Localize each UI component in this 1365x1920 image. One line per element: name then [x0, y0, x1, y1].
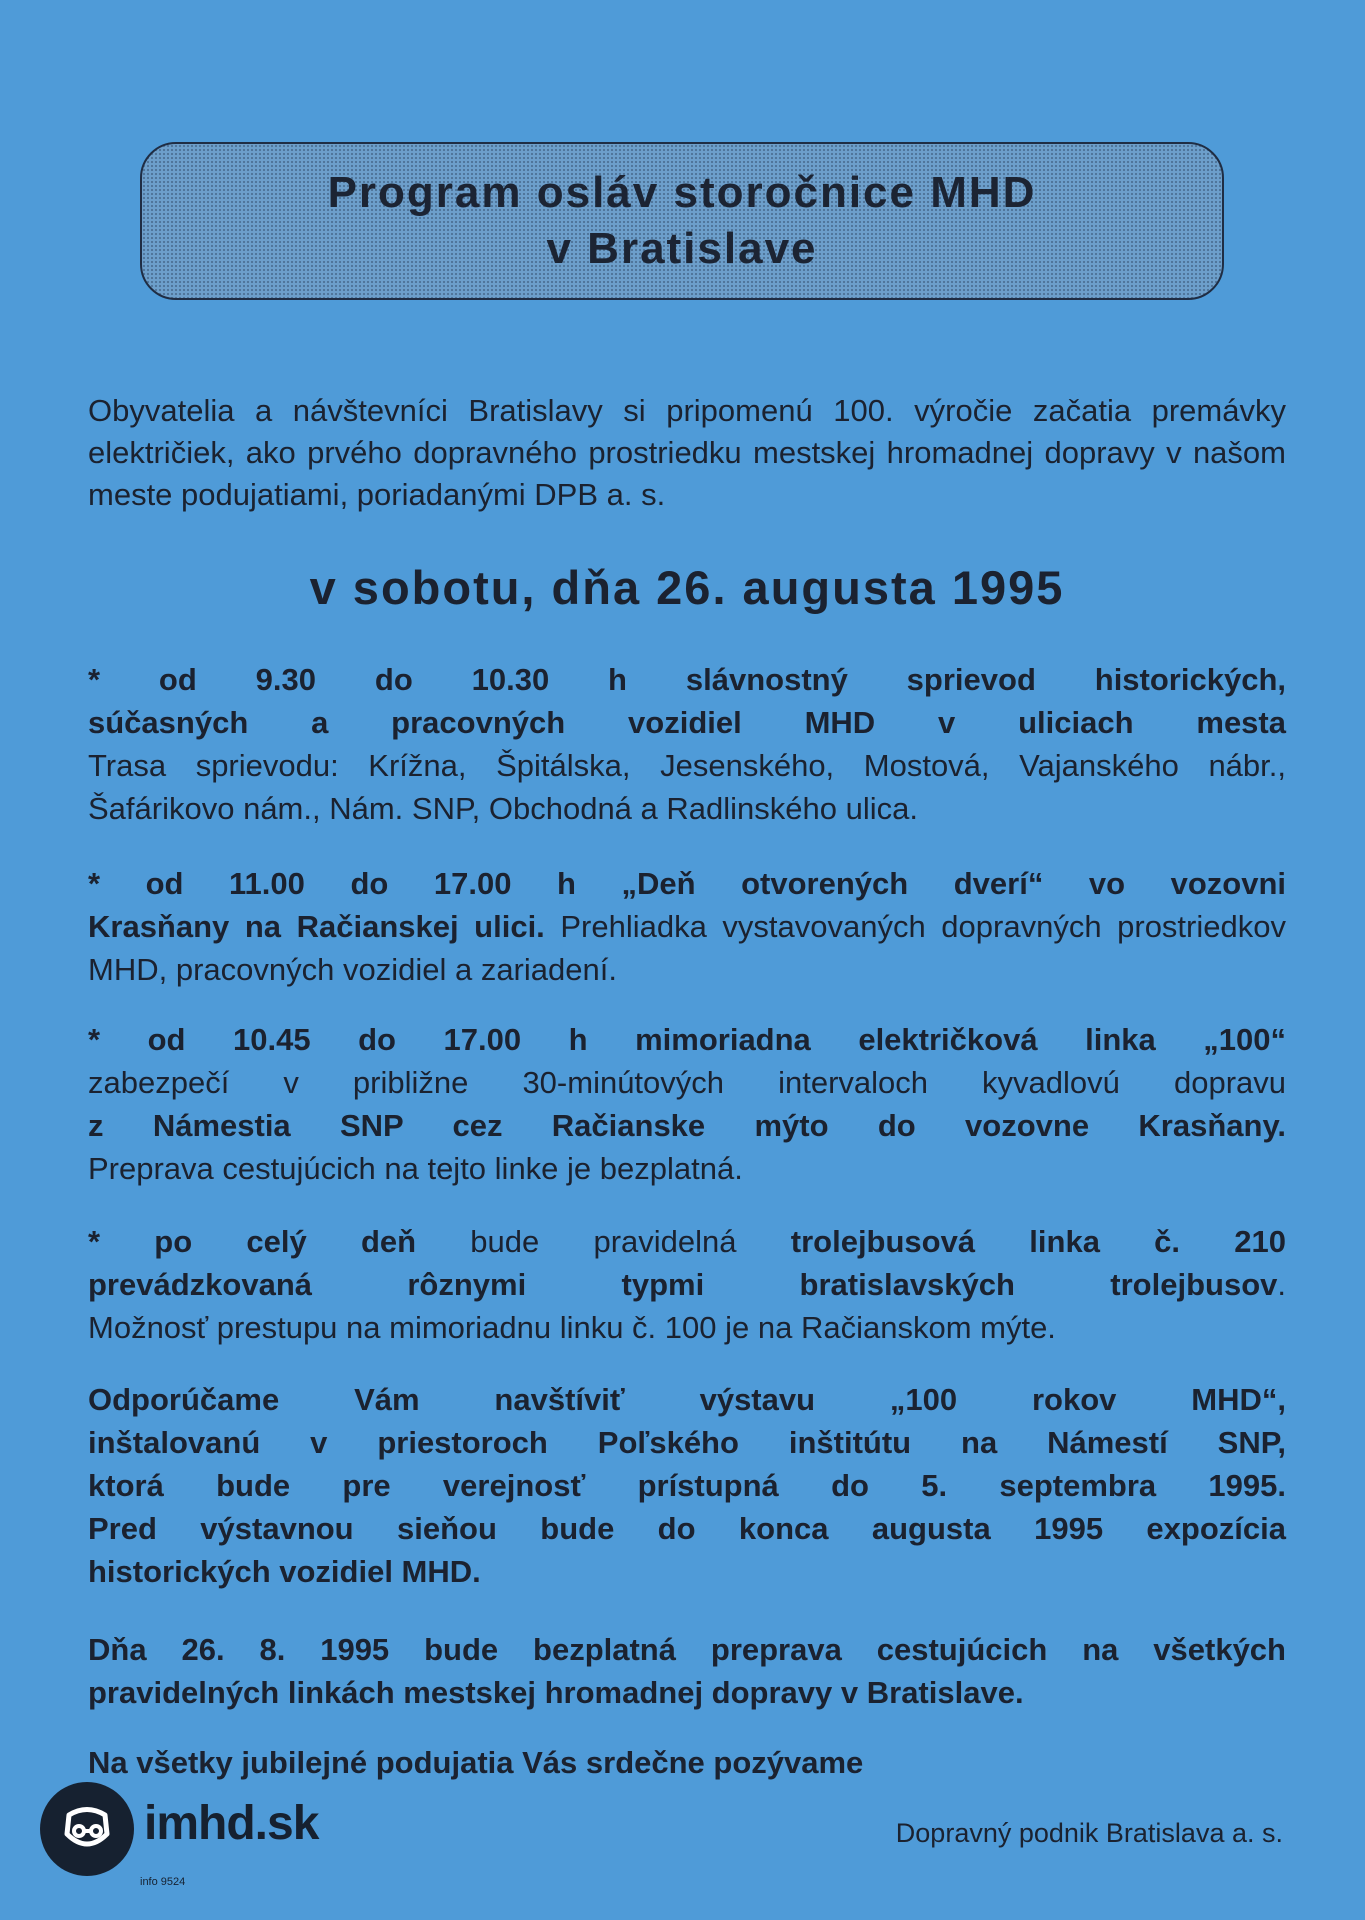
- item-1-line-1: * od 9.30 do 10.30 h slávnostný sprievod historických,: [88, 662, 1286, 697]
- item-3-line-4: Preprava cestujúcich na tejto linke je bezplatná.: [88, 1151, 743, 1186]
- program-item-4: [88, 1220, 1286, 1349]
- item-1-route: Trasa sprievodu: Krížna, Špitálska, Jesenského, Mostová, Vajanského nábr., Šafárikovo nám., Nám. SNP, Obchodná a Radlinského ulica.: [88, 748, 1286, 826]
- intro-paragraph: Obyvatelia a návštevníci Bratislavy si pripomenú 100. výročie začatia premávky električiek, ako prvého dopravného prostriedku mestskej hromadnej dopravy v našom meste podujatiami, poriadanými DPB a. s.: [88, 393, 1286, 512]
- rec-line-2: inštalovanú v priestoroch Poľského inštitútu na Námestí SNP,: [88, 1425, 1286, 1460]
- logo-wordmark: imhd.sk: [144, 1797, 319, 1850]
- item-2-bold-lead: Krasňany na Račianskej ulici.: [88, 909, 545, 944]
- logo-subtext: info 9524: [140, 1876, 186, 1888]
- title-line-1: Program osláv storočnice MHD: [327, 168, 1037, 217]
- free-transport-notice: [88, 1628, 1286, 1714]
- rec-line-3: ktorá bude pre verejnosť prístupná do 5. septembra 1995.: [88, 1468, 1286, 1503]
- title-line-2: v Bratislave: [546, 224, 818, 273]
- bus-face-icon: [40, 1782, 134, 1876]
- item-3-line-1: * od 10.45 do 17.00 h mimoriadna električková linka „100“: [88, 1022, 1286, 1057]
- item-2-body: [88, 905, 1286, 991]
- rec-line-1: Odporúčame Vám navštíviť výstavu „100 rokov MHD“,: [88, 1382, 1286, 1417]
- item-4-line-2-bold: prevádzkovaná rôznymi typmi bratislavských trolejbusov: [88, 1267, 1278, 1302]
- item-2-line-1: * od 11.00 do 17.00 h „Deň otvorených dverí“ vo vozovni: [88, 866, 1286, 901]
- imhd-logo: [38, 1782, 348, 1892]
- rec-line-4: Pred výstavnou sieňou bude do konca augusta 1995 expozícia: [88, 1511, 1286, 1546]
- item-4-line-2: [88, 1263, 1286, 1306]
- item-4-bold-c: trolejbusová linka č. 210: [790, 1224, 1286, 1259]
- item-4-bold-a: * po celý deň: [88, 1224, 417, 1259]
- item-4-line-3: Možnosť prestupu na mimoriadnu linku č. 100 je na Račianskom mýte.: [88, 1310, 1056, 1345]
- item-4-line-1: [88, 1220, 1286, 1263]
- free-line-2: pravidelných linkách mestskej hromadnej dopravy v Bratislave.: [88, 1675, 1024, 1710]
- item-2-rest: Prehliadka vystavovaných dopravných prostriedkov MHD, pracovných vozidiel a zariadení.: [88, 909, 1286, 987]
- title-box: [140, 142, 1224, 300]
- free-line-1: Dňa 26. 8. 1995 bude bezplatná preprava cestujúcich na všetkých: [88, 1632, 1286, 1667]
- item-1-line-2: súčasných a pracovných vozidiel MHD v uliciach mesta: [88, 705, 1286, 740]
- program-item-3: [88, 1018, 1286, 1190]
- item-4-plain: bude pravidelná: [470, 1224, 737, 1259]
- program-item-1: [88, 658, 1286, 830]
- item-3-line-3: z Námestia SNP cez Račianske mýto do vozovne Krasňany.: [88, 1108, 1286, 1143]
- company-name: Dopravný podnik Bratislava a. s.: [895, 1818, 1283, 1848]
- item-4-line-2-end: .: [1277, 1267, 1286, 1302]
- item-3-line-2: zabezpečí v približne 30-minútových intervaloch kyvadlovú dopravu: [88, 1065, 1286, 1100]
- exhibition-recommendation: [88, 1378, 1286, 1593]
- rec-line-5: historických vozidiel MHD.: [88, 1554, 481, 1589]
- program-item-2: [88, 862, 1286, 991]
- date-heading: v sobotu, dňa 26. augusta 1995: [309, 561, 1065, 614]
- invitation-text: Na všetky jubilejné podujatia Vás srdečne pozývame: [88, 1745, 864, 1780]
